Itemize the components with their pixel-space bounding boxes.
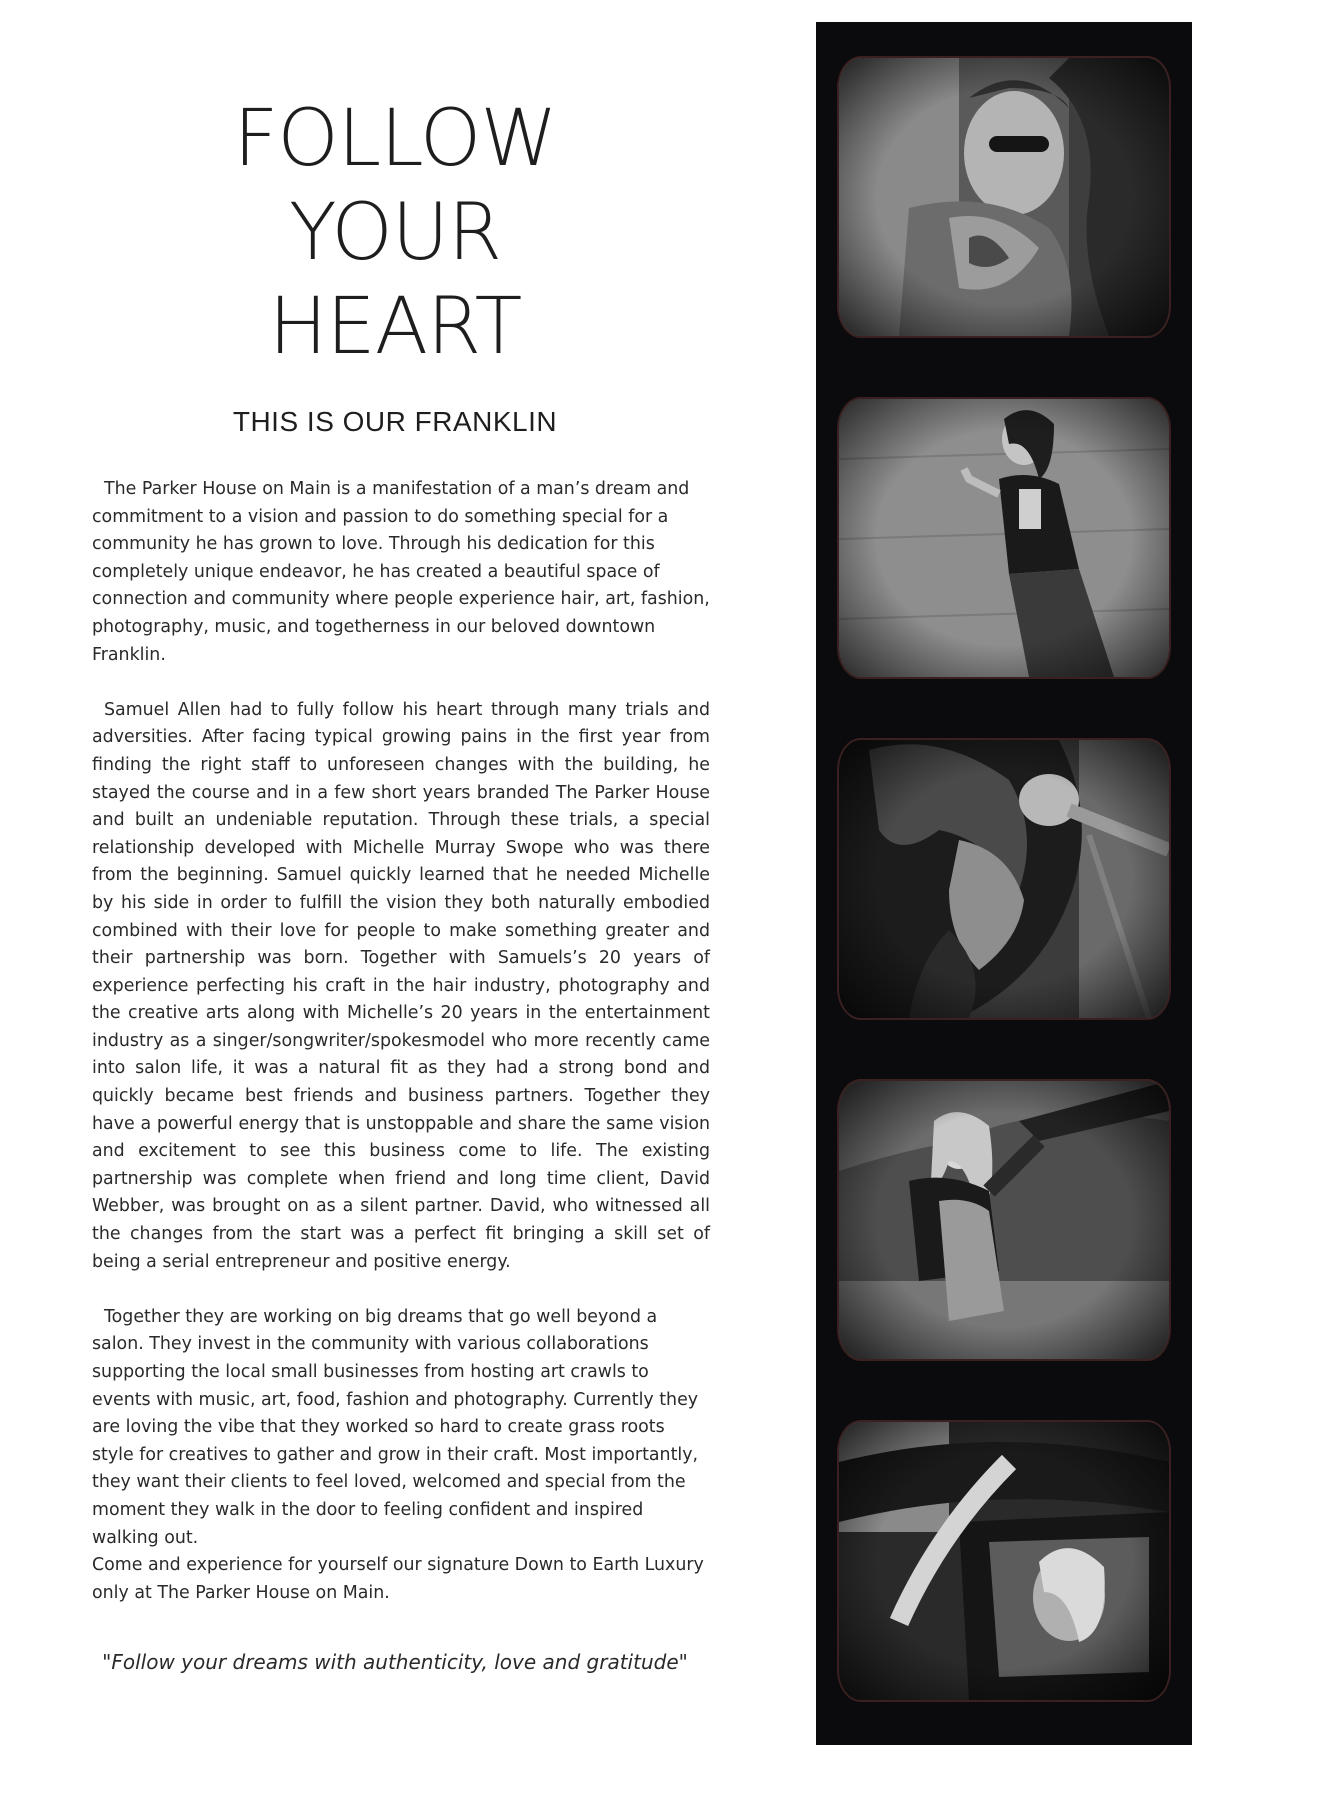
- closing-line: Come and experience for yourself our signature Down to Earth Luxury only at The Parker House on Main.: [92, 1555, 704, 1603]
- film-strip: [816, 22, 1192, 1745]
- subtitle: THIS IS OUR FRANKLIN: [232, 406, 558, 437]
- title-line-2: YOUR: [288, 188, 502, 278]
- title-line-1: FOLLOW: [233, 94, 557, 184]
- closing-quote: "Follow your dreams with authenticity, love and gratitude": [102, 1650, 688, 1674]
- photo-woman-sunglasses: [839, 58, 1169, 336]
- page-title: [190, 92, 600, 374]
- photo-woman-wall: [839, 399, 1169, 677]
- photo-woman-car: [839, 1422, 1169, 1700]
- paragraph-3: Together they are working on big dreams that go well beyond a salon. They invest in the community with various collaborations supporting the local small businesses from hosting art crawls to events with music, art, food, fashion and photography. Currently they are loving the vibe that they worked so hard to create grass roots style for creatives to gather and grow in their craft. Most importantly, they want their clients to feel loved, welcomed and special from the moment they walk in the door to feeling confident and inspired walking out.: [92, 1306, 699, 1548]
- paragraph-1: The Parker House on Main is a manifestation of a man’s dream and commitment to a vision and passion to do something special for a community he has grown to love. Through his dedication for this completely unique endeavor, he has created a beautiful space of connection and community where people experience hair, art, fashion, photography, music, and togetherness in our beloved downtown Franklin.: [92, 479, 710, 665]
- photo-woman-dress: [839, 1081, 1169, 1359]
- photo-frame-woman-wall: [839, 399, 1169, 677]
- article-body: [92, 476, 710, 1607]
- photo-frame-singer-microphone: [839, 740, 1169, 1018]
- photo-frame-woman-dress: [839, 1081, 1169, 1359]
- title-line-3: HEART: [268, 282, 522, 372]
- photo-frame-woman-car: [839, 1422, 1169, 1700]
- paragraph-2: Samuel Allen had to fully follow his heart through many trials and adversities. After facing typical growing pains in the first year from finding the right staff to unforeseen changes with the building, he stayed the course and in a few short years branded The Parker House and built an undeniable reputation. Through these trials, a special relationship developed with Michelle Murray Swope who was there from the beginning. Samuel quickly learned that he needed Michelle by his side in order to fulfill the vision they both naturally embodied combined with their love for people to make something greater and their partnership was born. Together with Samuels’s 20 years of experience perfecting his craft in the hair industry, photography and the creative arts along with Michelle’s 20 years in the entertainment industry as a singer/songwriter/spokesmodel who more recently came into salon life, it was a natural fit as they had a strong bond and quickly became best friends and business partners. Together they have a powerful energy that is unstoppable and share the same vision and excitement to see this business come to life. The existing partnership was complete when friend and long time client, David Webber, was brought on as a silent partner. David, who witnessed all the changes from the start was a perfect fit bringing a skill set of being a serial entrepreneur and positive energy.: [92, 699, 710, 1272]
- photo-singer-microphone: [839, 740, 1169, 1018]
- photo-frame-woman-sunglasses: [839, 58, 1169, 336]
